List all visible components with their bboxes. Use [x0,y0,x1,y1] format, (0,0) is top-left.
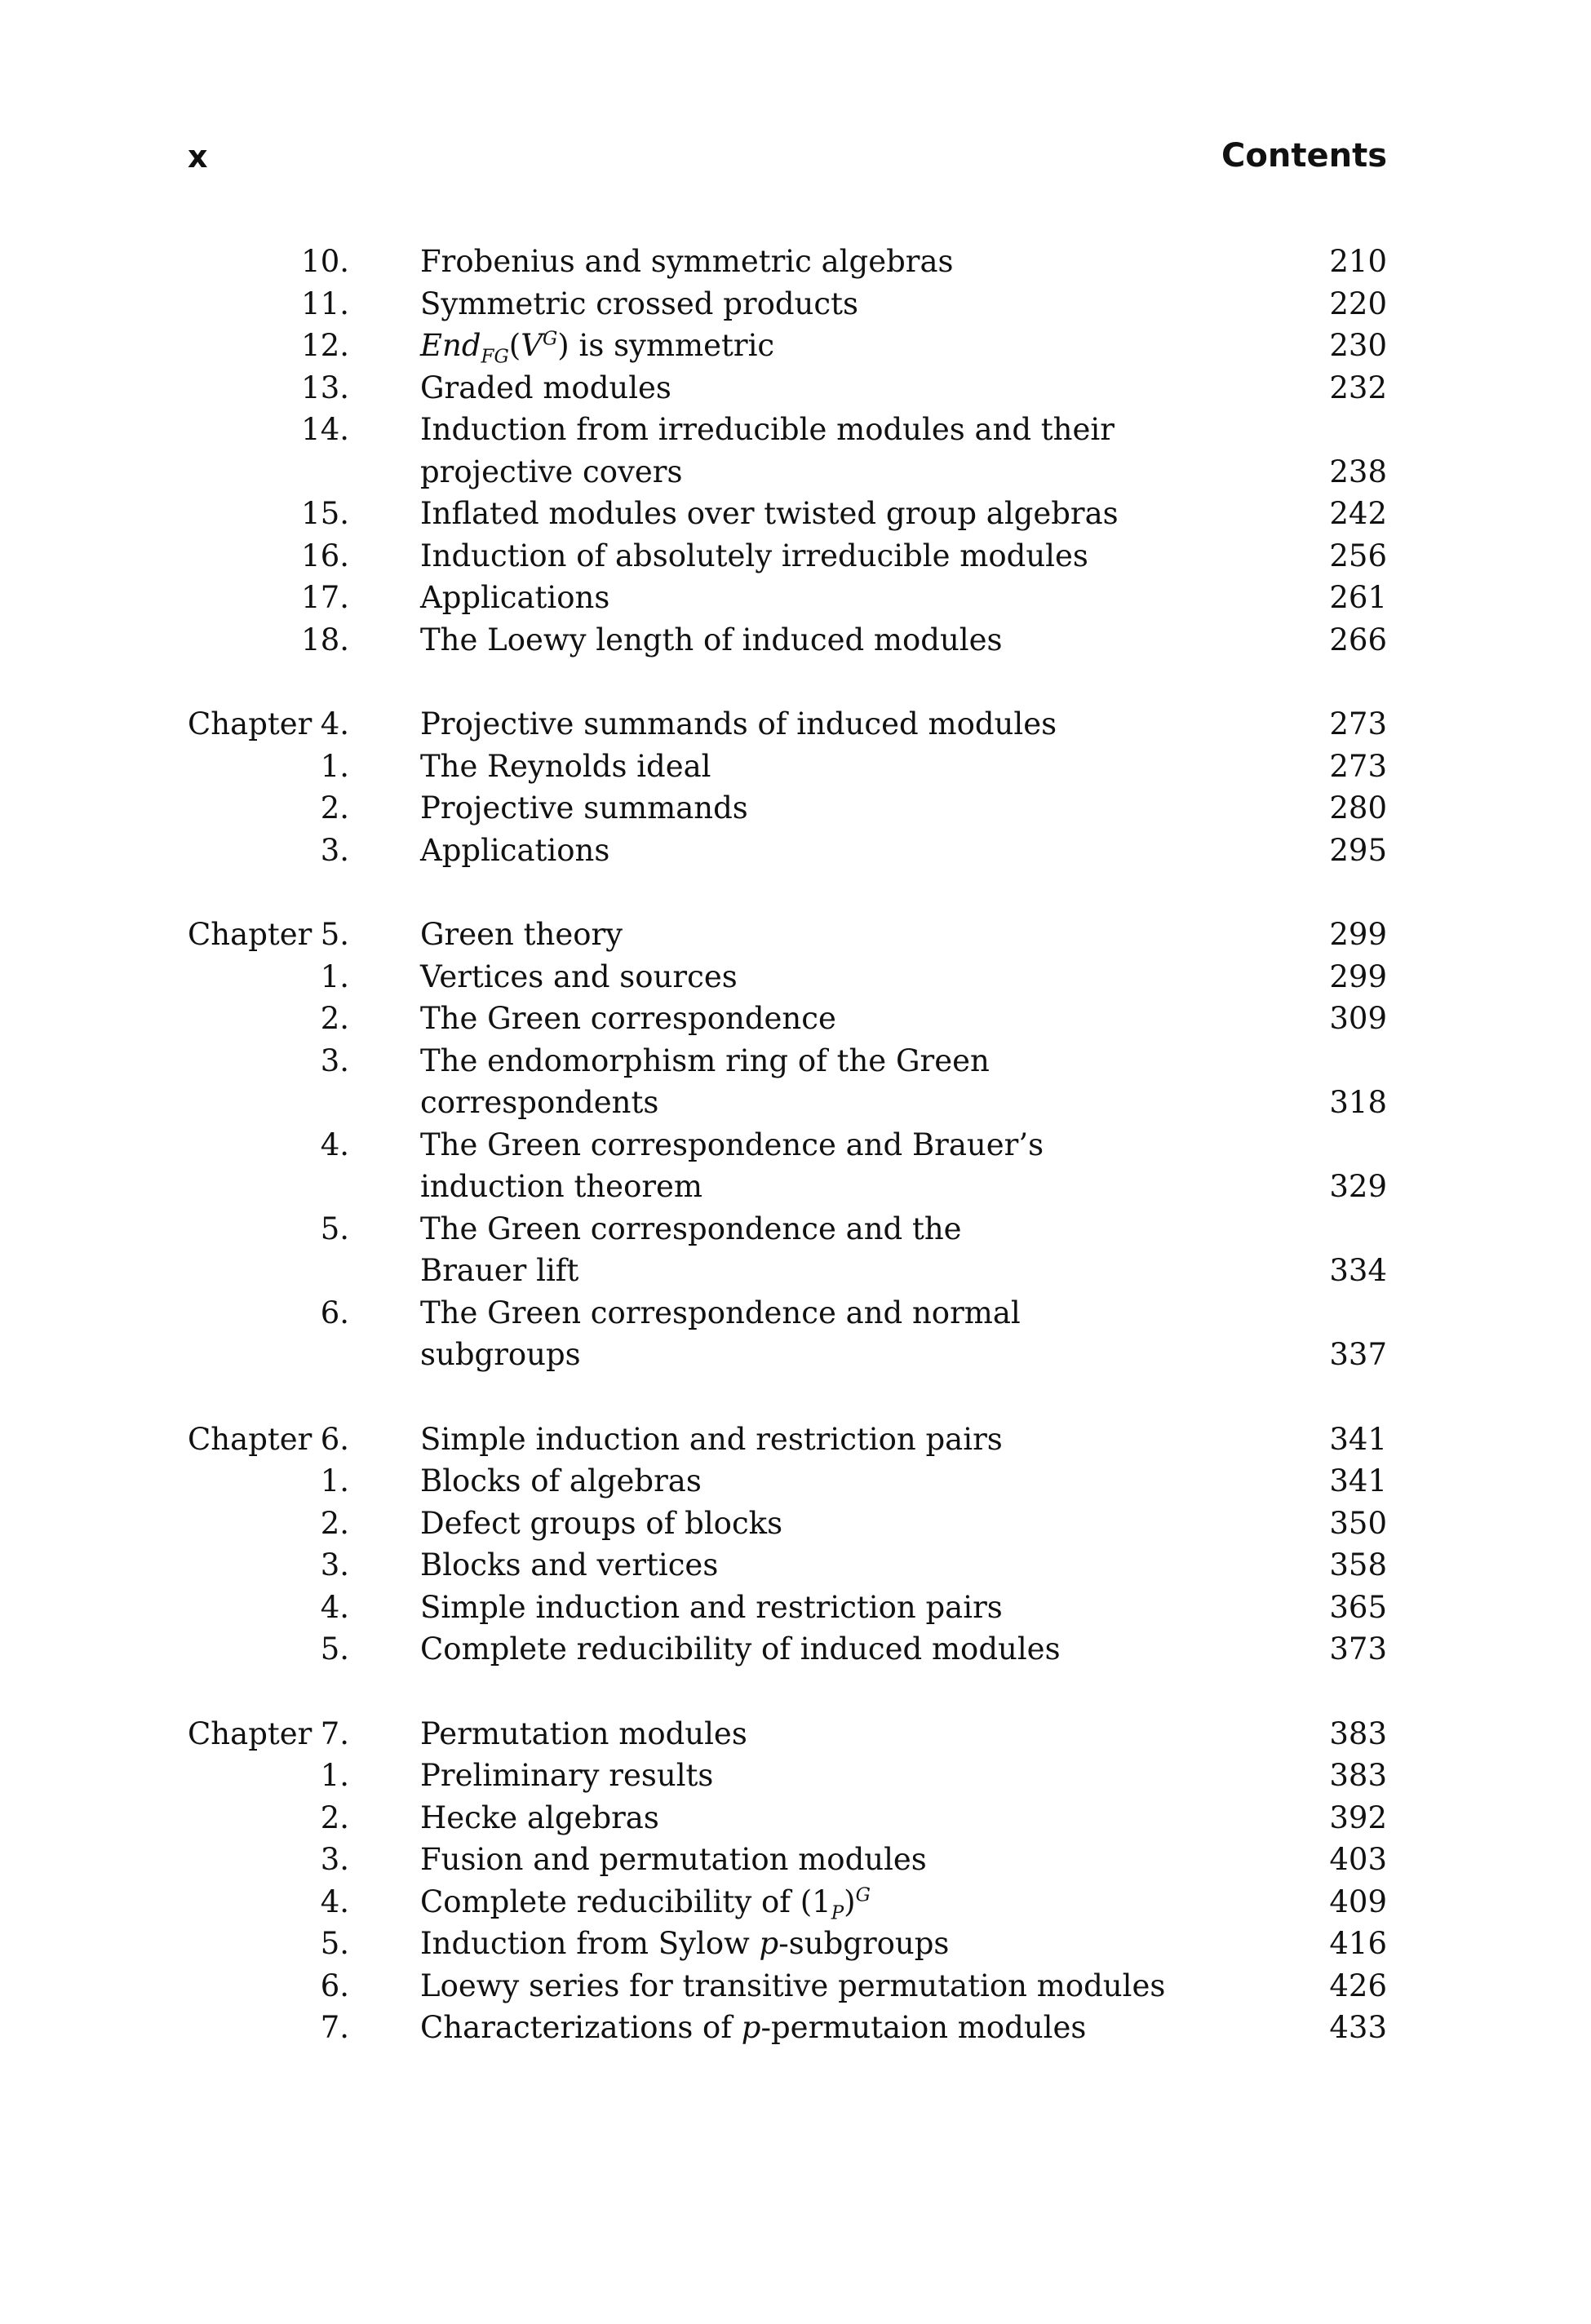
title-line: Frobenius and symmetric algebras [420,244,954,279]
title-line: Permutation modules [420,1715,747,1751]
toc-entry [0,1839,1591,1881]
title-line: Simple induction and restriction pairs [420,1589,1003,1625]
title-line-2: Brauer lift [420,1253,579,1288]
running-title: Contents [1221,137,1387,175]
section-number: 2. [320,1001,349,1036]
toc-entry [0,493,1591,535]
section-title [420,1544,1154,1587]
section-title [420,409,1154,493]
section-number: 2. [320,1799,349,1835]
math-expression: $(1_P)^G$ [800,1884,871,1923]
section-title [420,956,1154,998]
chapter-label: Chapter [188,1421,312,1457]
title-line: Complete reducibility of induced modules [420,1631,1061,1667]
title-line-2: subgroups [420,1337,581,1372]
title-line-2: correspondents [420,1085,659,1120]
toc-entry [0,1208,1591,1292]
title-line: The Loewy length of induced modules [420,622,1003,657]
title-line: Fusion and permutation modules [420,1842,927,1877]
title-line: Induction from Sylow p-subgroups [420,1926,950,1961]
toc-entry [0,1124,1591,1208]
section-number: 3. [320,1842,349,1877]
page-number: 341 [1329,1421,1387,1457]
page-number: 329 [1329,1169,1387,1204]
toc-entry [0,1040,1591,1124]
page-number: 373 [1329,1631,1387,1667]
toc-entry [0,1923,1591,1965]
page-number: 403 [1329,1842,1387,1877]
toc-entry [0,1292,1591,1376]
toc-entry [0,325,1591,367]
section-number: 4. [320,1127,349,1162]
section-title [420,619,1154,662]
section-title [420,283,1154,325]
section-number: 14. [301,412,349,447]
section-number: 5. [320,1926,349,1961]
toc-entry [0,998,1591,1040]
section-number: 1. [320,1758,349,1793]
page-number: 341 [1329,1463,1387,1498]
section-title [420,1040,1154,1124]
title-line: Induction from irreducible modules and their [420,412,1115,447]
chapter-row [0,1713,1591,1755]
section-title [420,1755,1154,1797]
chapter-label: Chapter [188,1715,312,1751]
section-title [420,2007,1154,2049]
page-number: 383 [1329,1715,1387,1751]
section-number: 16. [301,538,349,573]
toc-entry [0,1587,1591,1629]
title-line: Defect groups of blocks [420,1505,783,1541]
toc-entry [0,1965,1591,2007]
title-line: Hecke algebras [420,1799,659,1835]
section-number: 4. [320,1589,349,1625]
page-number: 358 [1329,1547,1387,1583]
section-title [420,1208,1154,1292]
section-title [420,1460,1154,1503]
title-line: The Green correspondence [420,1001,836,1036]
section-number: 5. [320,1211,349,1246]
page-number: 295 [1329,832,1387,868]
section-title [420,998,1154,1040]
page-number: 337 [1329,1337,1387,1372]
title-line: Applications [420,832,610,868]
chapter-title [420,1419,1154,1461]
section-title [420,1839,1154,1881]
toc-entry [0,830,1591,872]
toc-entry [0,283,1591,325]
title-line: Induction of absolutely irreducible modules [420,538,1088,573]
chapter-number: 7. [320,1715,349,1751]
chapter-number: 4. [320,706,349,741]
page-number: 256 [1329,538,1387,573]
section-number: 15. [301,496,349,531]
toc-entry [0,2007,1591,2049]
chapter-title [420,914,1154,956]
toc-section [0,703,1591,871]
page-numeral: x [188,139,208,175]
title-line-2: induction theorem [420,1169,703,1204]
title-line: Graded modules [420,370,671,405]
toc-entry [0,787,1591,830]
title-line-2: projective covers [420,454,683,489]
title-line: The Green correspondence and normal [420,1295,1021,1330]
page-number: 334 [1329,1253,1387,1288]
section-number: 3. [320,832,349,868]
page-number: 299 [1329,917,1387,952]
section-title [420,1628,1154,1671]
title-line: Projective summands [420,790,748,826]
page-number: 232 [1329,370,1387,405]
section-title [420,367,1154,409]
section-number: 5. [320,1631,349,1667]
toc-entry [0,1755,1591,1797]
toc-entry [0,1881,1591,1923]
title-line: Vertices and sources [420,958,738,994]
section-title [420,1124,1154,1208]
section-number: 2. [320,1505,349,1541]
title-line: Characterizations of p-permutaion modules [420,2010,1087,2045]
toc-entry [0,1797,1591,1839]
page-number: 309 [1329,1001,1387,1036]
page-number: 273 [1329,748,1387,784]
section-number: 4. [320,1884,349,1919]
section-number: 12. [301,328,349,363]
section-number: 1. [320,1463,349,1498]
table-of-contents [0,241,1591,2092]
title-line: Projective summands of induced modules [420,706,1057,741]
toc-entry [0,1544,1591,1587]
section-number: 2. [320,790,349,826]
section-number: 13. [301,370,349,405]
page-number: 280 [1329,790,1387,826]
section-title [420,1797,1154,1839]
section-number: 6. [320,1295,349,1330]
toc-entry [0,1460,1591,1503]
page-number: 318 [1329,1085,1387,1120]
section-number: 6. [320,1968,349,2003]
page-number: 409 [1329,1884,1387,1919]
section-title [420,1881,1154,1923]
page-number: 299 [1329,958,1387,994]
title-line: Loewy series for transitive permutation modules [420,1968,1166,2003]
chapter-row [0,914,1591,956]
toc-entry [0,577,1591,619]
title-line: Green theory [420,917,623,952]
title-line: Complete reducibility of $(1_P)^G$ [420,1884,871,1923]
toc-entry [0,746,1591,788]
math-expression: $End_{FG}(V^G)$ [420,328,569,368]
section-title [420,1965,1166,2007]
page-number: 273 [1329,706,1387,741]
chapter-title [420,1713,1154,1755]
section-title [420,746,1154,788]
toc-entry [0,367,1591,409]
title-line: Symmetric crossed products [420,286,858,321]
toc-entry [0,1628,1591,1671]
title-line: Simple induction and restriction pairs [420,1421,1003,1457]
page-number: 433 [1329,2010,1387,2045]
section-number: 1. [320,748,349,784]
section-title [420,535,1154,578]
chapter-row [0,1419,1591,1461]
section-number: 7. [320,2010,349,2045]
toc-entry [0,619,1591,662]
toc-section [0,914,1591,1376]
chapter-row [0,703,1591,746]
title-line: Inflated modules over twisted group algebras [420,496,1119,531]
title-line: Preliminary results [420,1758,714,1793]
page-number: 220 [1329,286,1387,321]
page-number: 416 [1329,1926,1387,1961]
section-number: 18. [301,622,349,657]
page-number: 210 [1329,244,1387,279]
page-number: 230 [1329,328,1387,363]
chapter-number: 5. [320,917,349,952]
section-number: 17. [301,580,349,615]
page-number: 266 [1329,622,1387,657]
section-title [420,577,1154,619]
title-line: The Green correspondence and Brauer’s [420,1127,1044,1162]
chapter-label: Chapter [188,706,312,741]
toc-section [0,1713,1591,2049]
page-number: 383 [1329,1758,1387,1793]
page-number: 426 [1329,1968,1387,2003]
section-title [420,787,1154,830]
toc-entry [0,241,1591,283]
section-number: 11. [301,286,349,321]
title-line: Applications [420,580,610,615]
title-line: The Green correspondence and the [420,1211,962,1246]
toc-entry [0,535,1591,578]
section-title [420,830,1154,872]
title-line: Blocks and vertices [420,1547,719,1583]
page-number: 242 [1329,496,1387,531]
section-number: 10. [301,244,349,279]
toc-section [0,241,1591,661]
toc-section [0,1419,1591,1671]
page-number: 392 [1329,1799,1387,1835]
title-line: $End_{FG}(V^G)$ is symmetric [420,328,775,368]
toc-entry [0,956,1591,998]
section-title [420,1587,1154,1629]
page-number: 238 [1329,454,1387,489]
title-line: The Reynolds ideal [420,748,711,784]
section-title [420,241,1154,283]
section-number: 1. [320,958,349,994]
chapter-number: 6. [320,1421,349,1457]
toc-entry [0,409,1591,493]
page-number: 365 [1329,1589,1387,1625]
section-title [420,493,1154,535]
section-title [420,1923,1154,1965]
section-number: 3. [320,1042,349,1078]
page-number: 350 [1329,1505,1387,1541]
chapter-title [420,703,1154,746]
chapter-label: Chapter [188,917,312,952]
section-number: 3. [320,1547,349,1583]
section-title [420,325,1154,367]
toc-entry [0,1503,1591,1545]
title-line: The endomorphism ring of the Green [420,1042,990,1078]
page-number: 261 [1329,580,1387,615]
title-line: Blocks of algebras [420,1463,702,1498]
section-title [420,1503,1154,1545]
section-title [420,1292,1154,1376]
